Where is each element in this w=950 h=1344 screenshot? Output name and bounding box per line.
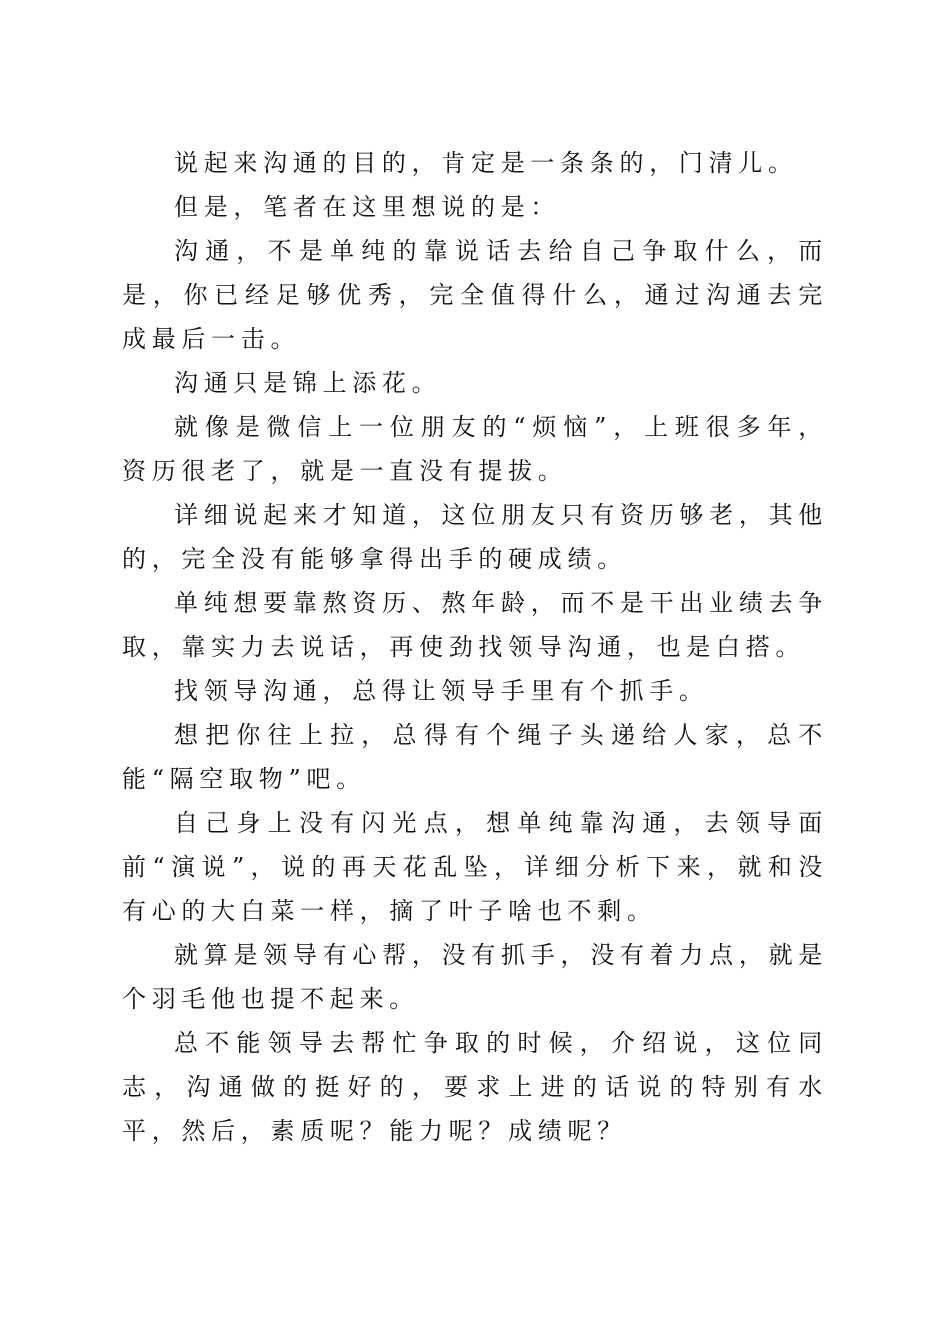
document-body [122, 141, 828, 1153]
paragraph: 想把你往上拉，总得有个绳子头递给人家，总不能“隔空取物”吧。 [122, 721, 828, 793]
paragraph: 单纯想要靠熬资历、熬年龄，而不是干出业绩去争取，靠实力去说话，再使劲找领导沟通，也是白搭。 [122, 589, 828, 661]
paragraph: 沟通只是锦上添花。 [174, 369, 442, 397]
paragraph: 总不能领导去帮忙争取的时候，介绍说，这位同志，沟通做的挺好的，要求上进的话说的特别有水平，然后，素质呢？能力呢？成绩呢？ [122, 1029, 828, 1145]
paragraph: 自己身上没有闪光点，想单纯靠沟通，去领导面前“演说”，说的再天花乱坠，详细分析下来，就和没有心的大白菜一样，摘了叶子啥也不剩。 [122, 809, 828, 925]
paragraph: 就像是微信上一位朋友的“烦恼”，上班很多年，资历很老了，就是一直没有提拔。 [122, 413, 828, 485]
paragraph: 但是，笔者在这里想说的是： [174, 193, 561, 221]
paragraph: 就算是领导有心帮，没有抓手，没有着力点，就是个羽毛他也提不起来。 [122, 941, 828, 1013]
paragraph: 沟通，不是单纯的靠说话去给自己争取什么，而是，你已经足够优秀，完全值得什么，通过沟通去完成最后一击。 [122, 237, 828, 353]
paragraph: 详细说起来才知道，这位朋友只有资历够老，其他的，完全没有能够拿得出手的硬成绩。 [122, 501, 828, 573]
paragraph: 找领导沟通，总得让领导手里有个抓手。 [174, 677, 709, 705]
paragraph: 说起来沟通的目的，肯定是一条条的，门清儿。 [174, 149, 798, 177]
